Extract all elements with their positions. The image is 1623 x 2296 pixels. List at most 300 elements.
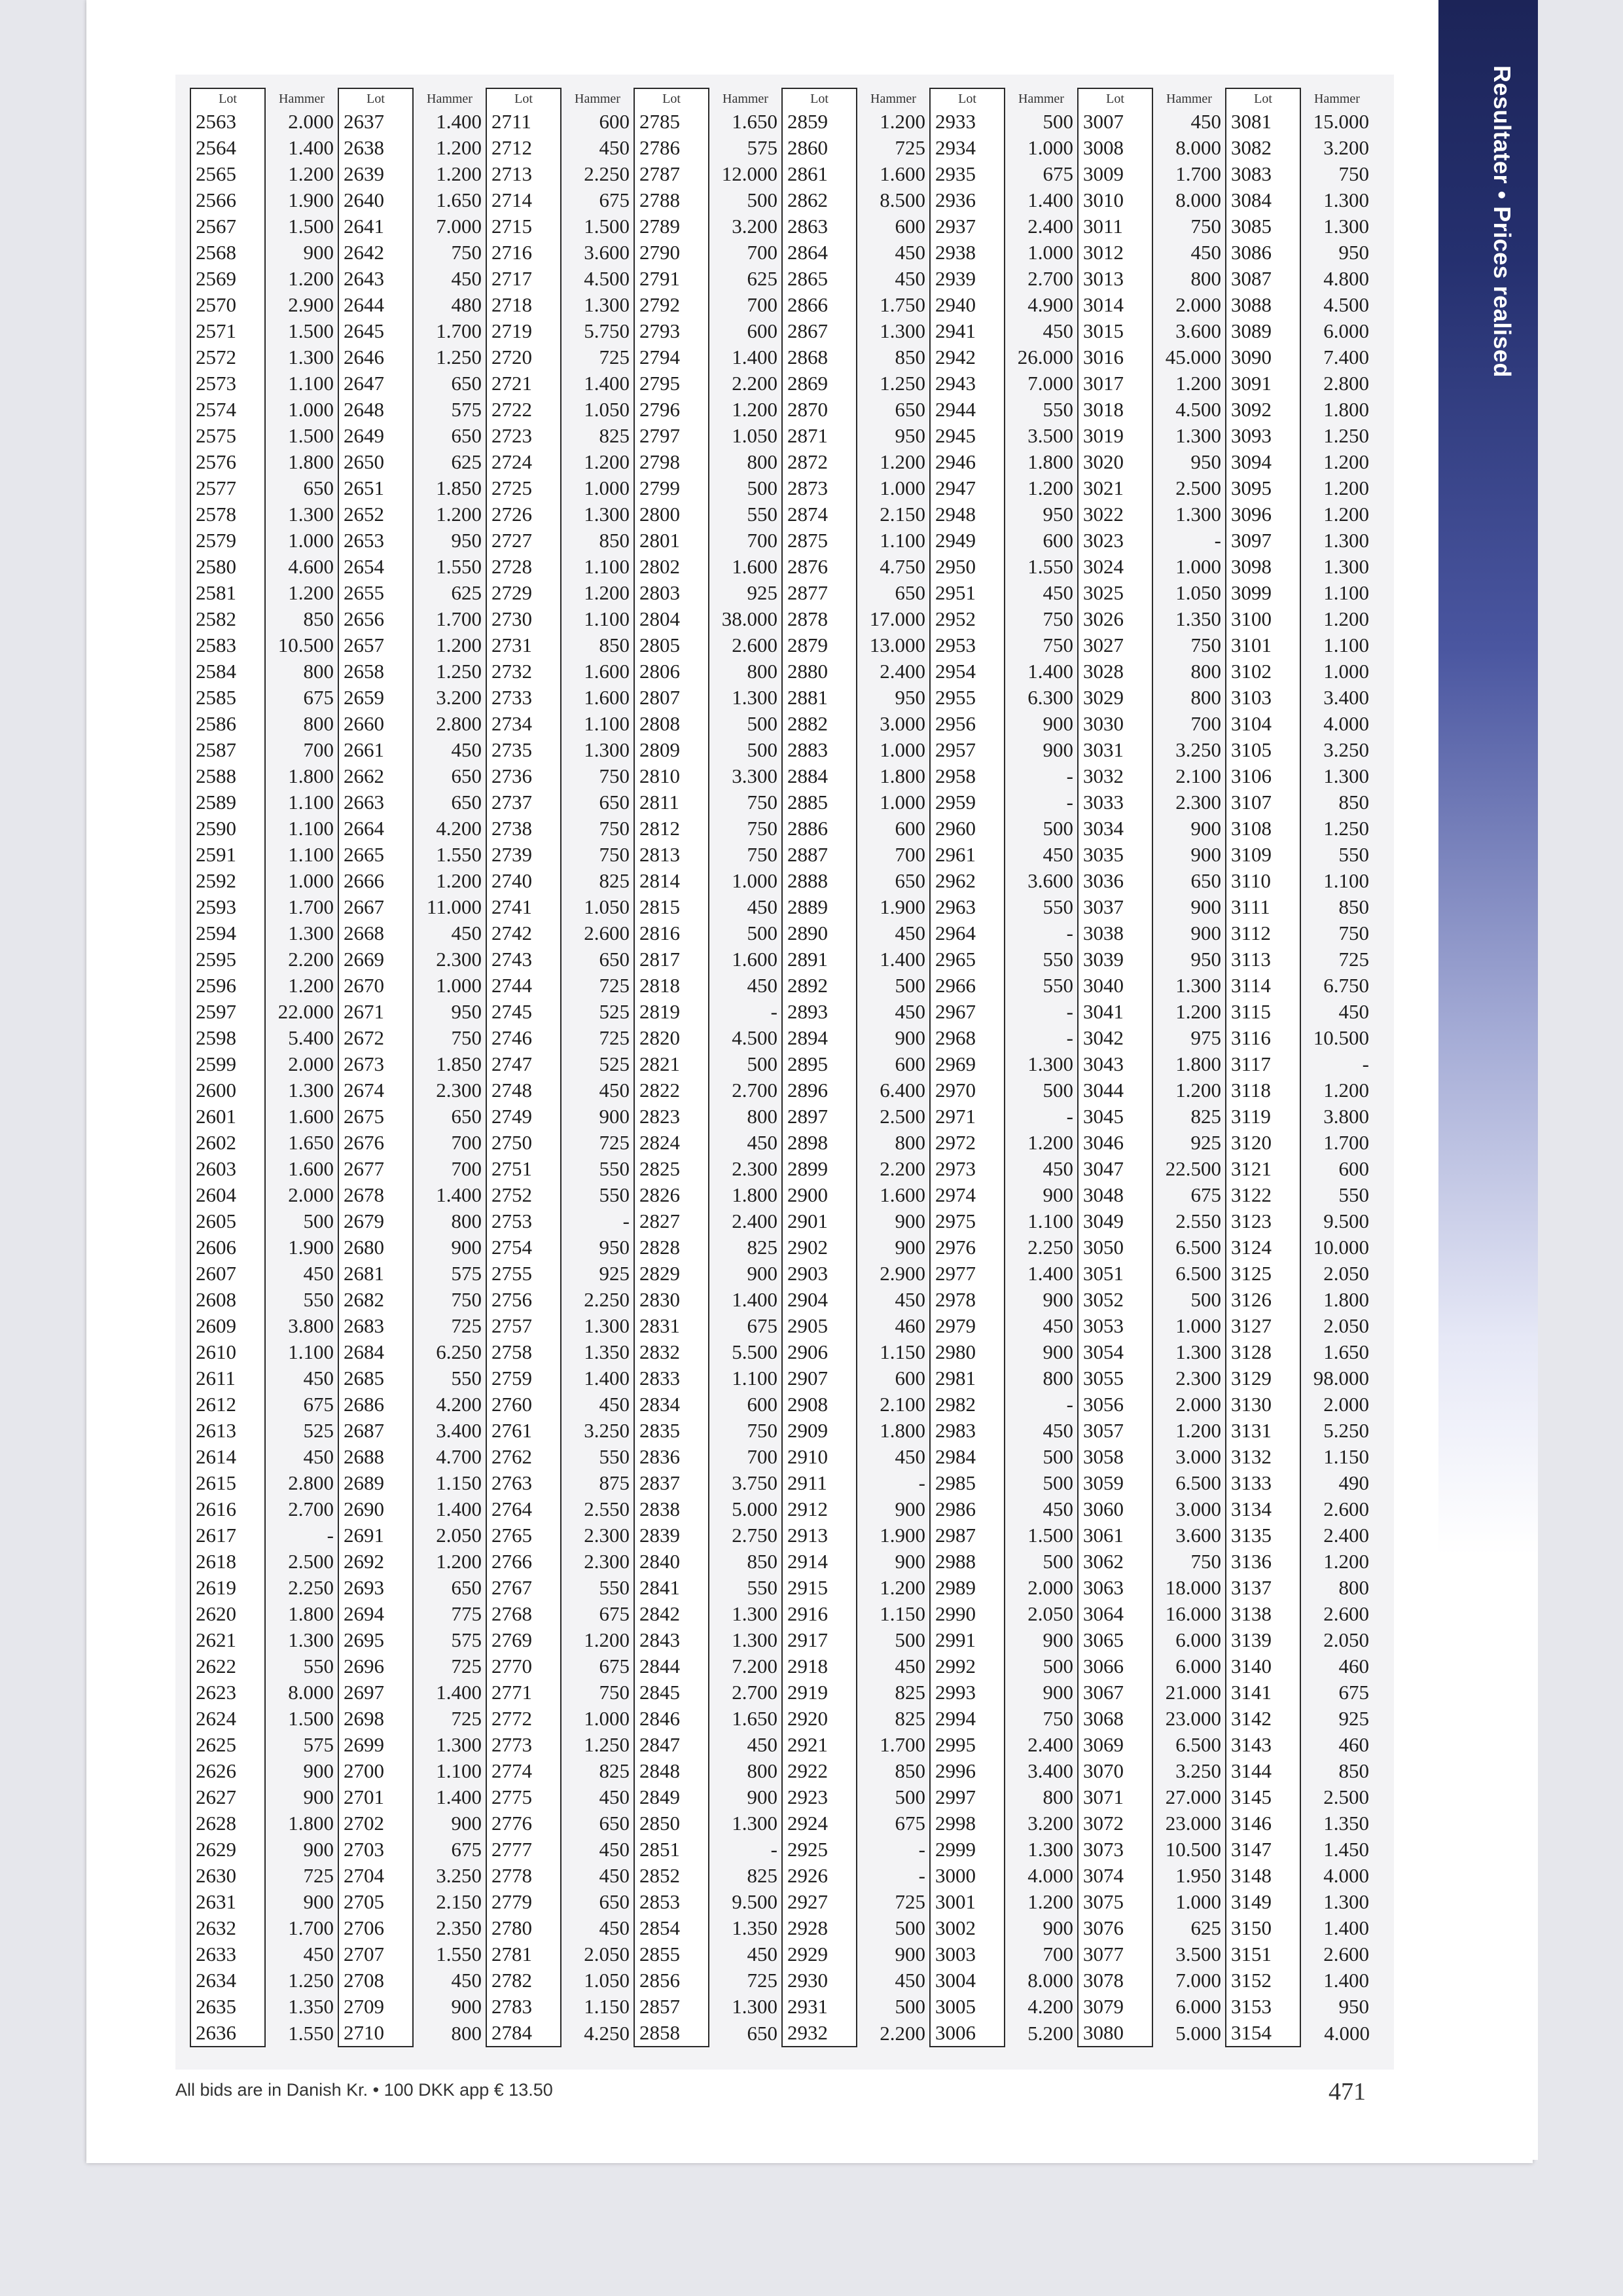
lot-number: 2798: [634, 449, 709, 475]
hammer-price: 4.600: [288, 555, 334, 578]
lot-number: 2916: [782, 1601, 857, 1627]
lot-number: 2757: [486, 1313, 561, 1339]
hammer-price: 2.700: [288, 1498, 334, 1520]
hammer-price: 900: [1043, 1340, 1073, 1363]
lot-number: 2569: [190, 266, 265, 292]
hammer-price: 1.000: [880, 738, 925, 761]
hammer-price: 725: [1338, 948, 1369, 971]
lot-number: 2904: [782, 1287, 857, 1313]
hammer-price: 900: [1190, 843, 1221, 866]
hammer-price: 6.000: [1323, 319, 1369, 342]
hammer-price: 1.900: [880, 1524, 925, 1547]
hammer-price: 3.800: [288, 1314, 334, 1337]
lot-number: 2770: [486, 1653, 561, 1679]
hammer-price: 500: [303, 1210, 334, 1232]
hammer-price: 450: [1043, 1498, 1073, 1520]
hammer-price: 1.250: [880, 372, 925, 395]
lot-number: 2821: [634, 1051, 709, 1077]
lot-number: 3051: [1078, 1261, 1152, 1287]
lot-number: 2911: [782, 1470, 857, 1496]
lot-number: 2963: [930, 894, 1005, 920]
table-row: [190, 1889, 1374, 1915]
hammer-price: 1.350: [584, 1340, 630, 1363]
lot-number: 3060: [1078, 1496, 1152, 1522]
lot-number: 2773: [486, 1732, 561, 1758]
hammer-price: 3.250: [436, 1864, 482, 1887]
lot-number: 2956: [930, 711, 1005, 737]
lot-number: 3127: [1226, 1313, 1300, 1339]
lot-number: 2658: [338, 658, 413, 685]
lot-number: 2855: [634, 1941, 709, 1967]
hammer-price: 1.400: [1323, 1916, 1369, 1939]
lot-number: 3121: [1226, 1156, 1300, 1182]
lot-number: 2774: [486, 1758, 561, 1784]
hammer-price: 1.650: [732, 1707, 777, 1730]
lot-number: 2992: [930, 1653, 1005, 1679]
hammer-price: 450: [1043, 1157, 1073, 1180]
lot-number: 2966: [930, 973, 1005, 999]
lot-number: 3042: [1078, 1025, 1152, 1051]
table-row: [190, 1234, 1374, 1261]
lot-number: 2742: [486, 920, 561, 946]
hammer-price: 1.200: [436, 634, 482, 656]
lot-number: 2651: [338, 475, 413, 501]
lot-number: 2942: [930, 344, 1005, 370]
lot-number: 2767: [486, 1575, 561, 1601]
hammer-price: 600: [1338, 1157, 1369, 1180]
hammer-price: 700: [1190, 712, 1221, 735]
hammer-price: 16.000: [1165, 1602, 1221, 1625]
lot-number: 3048: [1078, 1182, 1152, 1208]
lot-number: 2991: [930, 1627, 1005, 1653]
lot-number: 2764: [486, 1496, 561, 1522]
lot-number: 2772: [486, 1706, 561, 1732]
lot-number: 2732: [486, 658, 561, 685]
hammer-price: 450: [895, 1000, 925, 1023]
lot-number: 2852: [634, 1863, 709, 1889]
hammer-price: 900: [895, 1236, 925, 1259]
lot-number: 2575: [190, 423, 265, 449]
lot-number: 2734: [486, 711, 561, 737]
hammer-price: 1.100: [288, 817, 334, 840]
lot-number: 2796: [634, 397, 709, 423]
table-row: [190, 789, 1374, 816]
lot-number: 2674: [338, 1077, 413, 1103]
lot-number: 2848: [634, 1758, 709, 1784]
hammer-price: 750: [599, 817, 630, 840]
hammer-price: 450: [599, 1838, 630, 1861]
hammer-price: 450: [599, 1916, 630, 1939]
lot-number: 2586: [190, 711, 265, 737]
lot-number: 2972: [930, 1130, 1005, 1156]
hammer-price: 4.500: [1323, 293, 1369, 316]
lot-number: 3001: [930, 1889, 1005, 1915]
hammer-price: 550: [1043, 398, 1073, 421]
lot-number: 3029: [1078, 685, 1152, 711]
lot-number: 2713: [486, 161, 561, 187]
lot-number: 2702: [338, 1810, 413, 1837]
lot-number: 2875: [782, 528, 857, 554]
lot-number: 2804: [634, 606, 709, 632]
lot-number: 2595: [190, 946, 265, 973]
lot-number: 3027: [1078, 632, 1152, 658]
hammer-price: 460: [1338, 1733, 1369, 1756]
lot-number: 2784: [486, 2020, 561, 2047]
hammer-price: 550: [599, 1157, 630, 1180]
hammer-price: 3.400: [1027, 1759, 1073, 1782]
lot-number: 3041: [1078, 999, 1152, 1025]
lot-number: 2832: [634, 1339, 709, 1365]
hammer-price: 725: [599, 346, 630, 368]
hammer-price: 1.050: [732, 424, 777, 447]
hammer-price: 1.400: [436, 1681, 482, 1704]
hammer-price: 450: [303, 1367, 334, 1390]
hammer-price: 800: [1190, 686, 1221, 709]
hammer-price: 1.200: [584, 450, 630, 473]
table-row: [190, 292, 1374, 318]
lot-number: 2889: [782, 894, 857, 920]
lot-number: 3045: [1078, 1103, 1152, 1130]
lot-number: 2712: [486, 135, 561, 161]
hammer-price: 1.000: [1175, 555, 1221, 578]
lot-number: 3096: [1226, 501, 1300, 528]
lot-number: 3099: [1226, 580, 1300, 606]
lot-number: 2578: [190, 501, 265, 528]
hammer-price: 1.200: [584, 581, 630, 604]
hammer-price: 1.600: [880, 162, 925, 185]
hammer-price: 2.800: [288, 1471, 334, 1494]
lot-number: 2655: [338, 580, 413, 606]
hammer-price: 1.500: [584, 215, 630, 238]
lot-number: 2997: [930, 1784, 1005, 1810]
hammer-price: 700: [747, 293, 777, 316]
lot-number: 2596: [190, 973, 265, 999]
table-row: [190, 658, 1374, 685]
table-row: [190, 920, 1374, 946]
hammer-price: 1.700: [288, 1916, 334, 1939]
lot-number: 2711: [486, 109, 561, 135]
lot-number: 2874: [782, 501, 857, 528]
hammer-price: 1.000: [1027, 241, 1073, 264]
hammer-price: 3.000: [880, 712, 925, 735]
hammer-price: 480: [451, 293, 482, 316]
hammer-price: 2.400: [732, 1210, 777, 1232]
lot-number: 2778: [486, 1863, 561, 1889]
lot-number: 3080: [1078, 2020, 1152, 2047]
lot-number: 2730: [486, 606, 561, 632]
hammer-price: 550: [747, 503, 777, 526]
hammer-price: 700: [747, 529, 777, 552]
hammer-price: 6.400: [880, 1079, 925, 1102]
hammer-price: 1.200: [288, 581, 334, 604]
hammer-price: 1.800: [288, 1602, 334, 1625]
hammer-price: 1.100: [288, 843, 334, 866]
hammer-price: 1.300: [584, 738, 630, 761]
hammer-price: 3.200: [732, 215, 777, 238]
hammer-price: 525: [303, 1419, 334, 1442]
hammer-price: 500: [895, 1995, 925, 2018]
hammer-price: 1.800: [1027, 450, 1073, 473]
hammer-price: 925: [747, 581, 777, 604]
lot-number: 2913: [782, 1522, 857, 1549]
hammer-price: -: [1066, 1105, 1073, 1128]
header-lot: Lot: [634, 88, 709, 109]
table-row: [190, 1313, 1374, 1339]
lot-number: 2793: [634, 318, 709, 344]
lot-number: 2806: [634, 658, 709, 685]
hammer-price: 650: [303, 476, 334, 499]
lot-number: 2660: [338, 711, 413, 737]
lot-number: 2978: [930, 1287, 1005, 1313]
hammer-price: 525: [599, 1052, 630, 1075]
lot-number: 2584: [190, 658, 265, 685]
lot-number: 2725: [486, 475, 561, 501]
lot-number: 2642: [338, 240, 413, 266]
lot-number: 2700: [338, 1758, 413, 1784]
hammer-price: 550: [1338, 1183, 1369, 1206]
hammer-price: 750: [1190, 634, 1221, 656]
lot-number: 2574: [190, 397, 265, 423]
lot-number: 3047: [1078, 1156, 1152, 1182]
hammer-price: 2.050: [584, 1943, 630, 1965]
lot-number: 2881: [782, 685, 857, 711]
lot-number: 2766: [486, 1549, 561, 1575]
lot-number: 2859: [782, 109, 857, 135]
hammer-price: 450: [451, 738, 482, 761]
lot-number: 2981: [930, 1365, 1005, 1391]
hammer-price: 900: [1043, 1681, 1073, 1704]
hammer-price: 15.000: [1313, 110, 1369, 133]
hammer-price: 3.200: [1323, 136, 1369, 159]
hammer-price: 725: [303, 1864, 334, 1887]
table-row: [190, 999, 1374, 1025]
lot-number: 3054: [1078, 1339, 1152, 1365]
lot-number: 2664: [338, 816, 413, 842]
lot-number: 2563: [190, 109, 265, 135]
lot-number: 2958: [930, 763, 1005, 789]
hammer-price: 450: [1043, 581, 1073, 604]
table-row: [190, 554, 1374, 580]
lot-number: 2753: [486, 1208, 561, 1234]
hammer-price: 1.900: [288, 188, 334, 211]
lot-number: 2676: [338, 1130, 413, 1156]
lot-number: 2957: [930, 737, 1005, 763]
table-header: [190, 88, 1374, 109]
lot-number: 2982: [930, 1391, 1005, 1418]
hammer-price: 27.000: [1165, 1785, 1221, 1808]
lot-number: 2844: [634, 1653, 709, 1679]
hammer-price: 850: [303, 607, 334, 630]
hammer-price: 725: [599, 1026, 630, 1049]
hammer-price: 1.300: [732, 1812, 777, 1835]
hammer-price: 2.100: [880, 1393, 925, 1416]
lot-number: 2820: [634, 1025, 709, 1051]
lot-number: 2789: [634, 213, 709, 240]
hammer-price: 750: [747, 817, 777, 840]
hammer-price: 1.100: [584, 555, 630, 578]
hammer-price: 900: [451, 1236, 482, 1259]
lot-number: 2946: [930, 449, 1005, 475]
lot-number: 2565: [190, 161, 265, 187]
hammer-price: 1.000: [880, 476, 925, 499]
hammer-price: 8.000: [1175, 136, 1221, 159]
lot-number: 2704: [338, 1863, 413, 1889]
hammer-price: 2.000: [1027, 1576, 1073, 1599]
lot-number: 2979: [930, 1313, 1005, 1339]
hammer-price: -: [918, 1838, 925, 1861]
lot-number: 2752: [486, 1182, 561, 1208]
lot-number: 2864: [782, 240, 857, 266]
lot-number: 2851: [634, 1837, 709, 1863]
lot-number: 3077: [1078, 1941, 1152, 1967]
lot-number: 3061: [1078, 1522, 1152, 1549]
hammer-price: -: [1066, 1393, 1073, 1416]
hammer-price: 1.650: [288, 1131, 334, 1154]
lot-number: 2868: [782, 344, 857, 370]
lot-number: 3152: [1226, 1967, 1300, 1994]
lot-number: 2593: [190, 894, 265, 920]
lot-number: 2678: [338, 1182, 413, 1208]
hammer-price: 900: [895, 1498, 925, 1520]
hammer-price: 900: [1043, 1916, 1073, 1939]
table-row: [190, 894, 1374, 920]
lot-number: 2819: [634, 999, 709, 1025]
hammer-price: 1.550: [436, 555, 482, 578]
hammer-price: 900: [303, 1838, 334, 1861]
hammer-price: 2.800: [436, 712, 482, 735]
lot-number: 3151: [1226, 1941, 1300, 1967]
lot-number: 3057: [1078, 1418, 1152, 1444]
lot-number: 3113: [1226, 946, 1300, 973]
hammer-price: 8.000: [1027, 1969, 1073, 1992]
header-hammer: Hammer: [1314, 91, 1360, 106]
hammer-price: 800: [1043, 1785, 1073, 1808]
lot-number: 2983: [930, 1418, 1005, 1444]
lot-number: 3072: [1078, 1810, 1152, 1837]
lot-number: 2714: [486, 187, 561, 213]
lot-number: 2836: [634, 1444, 709, 1470]
hammer-price: 950: [895, 424, 925, 447]
hammer-price: 800: [747, 1759, 777, 1782]
lot-number: 2571: [190, 318, 265, 344]
lot-number: 2794: [634, 344, 709, 370]
hammer-price: 1.000: [288, 398, 334, 421]
hammer-price: 600: [895, 1367, 925, 1390]
lot-number: 2739: [486, 842, 561, 868]
hammer-price: 750: [1043, 1707, 1073, 1730]
side-title: Resultater • Prices realised: [1489, 65, 1516, 378]
lot-number: 2954: [930, 658, 1005, 685]
hammer-price: 600: [747, 319, 777, 342]
lot-number: 2647: [338, 370, 413, 397]
hammer-price: 1.700: [436, 319, 482, 342]
table-row: [190, 1653, 1374, 1679]
lot-number: 2906: [782, 1339, 857, 1365]
lot-number: 2636: [190, 2020, 265, 2047]
lot-number: 3095: [1226, 475, 1300, 501]
hammer-price: 3.300: [732, 764, 777, 787]
hammer-price: 1.400: [436, 1183, 482, 1206]
lot-number: 2726: [486, 501, 561, 528]
hammer-price: 900: [1190, 922, 1221, 944]
table-row: [190, 1025, 1374, 1051]
hammer-price: 900: [303, 1785, 334, 1808]
hammer-price: 2.300: [436, 1079, 482, 1102]
lot-number: 2607: [190, 1261, 265, 1287]
hammer-price: 450: [599, 1864, 630, 1887]
hammer-price: 800: [303, 712, 334, 735]
hammer-price: 950: [1190, 450, 1221, 473]
hammer-price: 1.300: [1323, 215, 1369, 238]
lot-number: 3006: [930, 2020, 1005, 2047]
lot-number: 3138: [1226, 1601, 1300, 1627]
hammer-price: 2.300: [584, 1550, 630, 1573]
hammer-price: 450: [451, 1969, 482, 1992]
hammer-price: 450: [451, 267, 482, 290]
hammer-price: 1.400: [1027, 188, 1073, 211]
table-row: [190, 737, 1374, 763]
lot-number: 2632: [190, 1915, 265, 1941]
hammer-price: 1.800: [1323, 1288, 1369, 1311]
lot-number: 2827: [634, 1208, 709, 1234]
lot-number: 3110: [1226, 868, 1300, 894]
lot-number: 2723: [486, 423, 561, 449]
hammer-price: 550: [1043, 895, 1073, 918]
hammer-price: 1.050: [584, 1969, 630, 1992]
lot-number: 3143: [1226, 1732, 1300, 1758]
lot-number: 2896: [782, 1077, 857, 1103]
hammer-price: 1.200: [436, 136, 482, 159]
hammer-price: 950: [1338, 241, 1369, 264]
lot-number: 2567: [190, 213, 265, 240]
hammer-price: 1.000: [1027, 136, 1073, 159]
hammer-price: 450: [747, 974, 777, 997]
hammer-price: 900: [599, 1105, 630, 1128]
lot-number: 3088: [1226, 292, 1300, 318]
hammer-price: 3.500: [1175, 1943, 1221, 1965]
table-row: [190, 842, 1374, 868]
lot-number: 2976: [930, 1234, 1005, 1261]
hammer-price: 1.000: [880, 791, 925, 814]
hammer-price: 1.100: [1323, 869, 1369, 892]
lot-number: 3142: [1226, 1706, 1300, 1732]
lot-number: 2669: [338, 946, 413, 973]
lot-number: 2765: [486, 1522, 561, 1549]
hammer-price: 850: [599, 529, 630, 552]
hammer-price: 725: [747, 1969, 777, 1992]
lot-number: 2989: [930, 1575, 1005, 1601]
hammer-price: 1.300: [1175, 503, 1221, 526]
lot-number: 2817: [634, 946, 709, 973]
lot-number: 3065: [1078, 1627, 1152, 1653]
lot-number: 2953: [930, 632, 1005, 658]
hammer-price: 98.000: [1313, 1367, 1369, 1390]
lot-number: 3019: [1078, 423, 1152, 449]
lot-number: 3123: [1226, 1208, 1300, 1234]
lot-number: 2594: [190, 920, 265, 946]
hammer-price: 2.050: [1323, 1628, 1369, 1651]
hammer-price: 650: [599, 948, 630, 971]
lot-number: 2880: [782, 658, 857, 685]
lot-number: 2920: [782, 1706, 857, 1732]
hammer-price: 550: [599, 1445, 630, 1468]
hammer-price: 450: [895, 267, 925, 290]
lot-number: 2802: [634, 554, 709, 580]
hammer-price: 2.050: [1027, 1602, 1073, 1625]
hammer-price: 800: [1190, 267, 1221, 290]
hammer-price: 2.150: [436, 1890, 482, 1913]
hammer-price: 460: [1338, 1655, 1369, 1677]
